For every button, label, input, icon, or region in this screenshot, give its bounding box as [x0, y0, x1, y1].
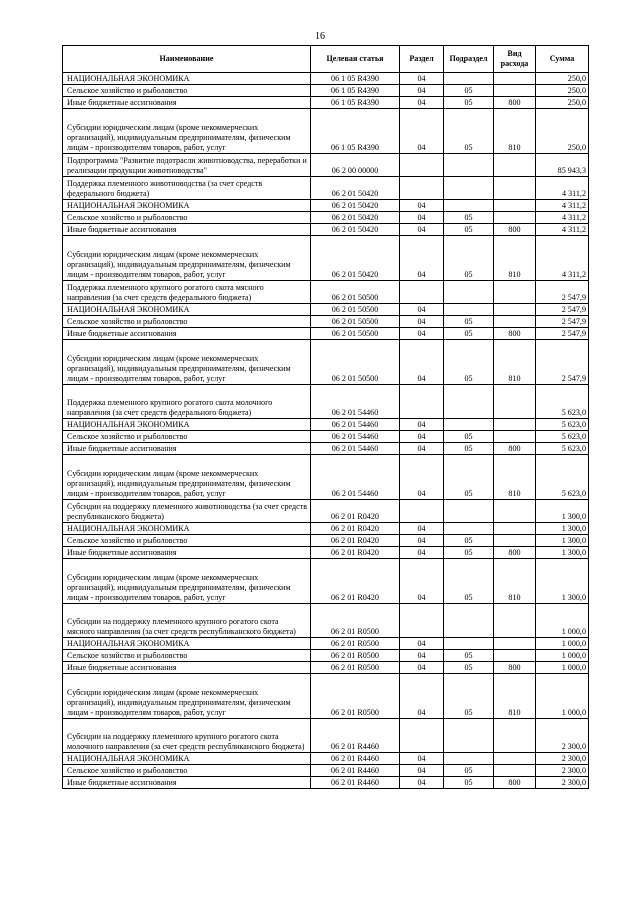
cell-section: 04 — [400, 523, 444, 535]
cell-sum: 1 000,0 — [536, 638, 589, 650]
cell-expense-type — [494, 281, 536, 304]
cell-section: 04 — [400, 662, 444, 674]
cell-target: 06 2 01 54460 — [311, 443, 400, 455]
cell-target: 06 2 01 50500 — [311, 328, 400, 340]
cell-target: 06 2 01 R0500 — [311, 650, 400, 662]
table-row — [63, 224, 589, 236]
cell-name: Иные бюджетные ассигнования — [63, 224, 311, 236]
cell-target: 06 2 01 R0420 — [311, 500, 400, 523]
cell-name: НАЦИОНАЛЬНАЯ ЭКОНОМИКА — [63, 638, 311, 650]
cell-sum: 85 943,3 — [536, 154, 589, 177]
table-row — [63, 281, 589, 304]
cell-subsection: 05 — [444, 455, 494, 500]
table-row — [63, 85, 589, 97]
cell-target: 06 2 01 50420 — [311, 177, 400, 200]
cell-sum: 250,0 — [536, 97, 589, 109]
cell-section: 04 — [400, 97, 444, 109]
cell-section: 04 — [400, 650, 444, 662]
cell-expense-type — [494, 154, 536, 177]
cell-target: 06 2 01 R4460 — [311, 777, 400, 789]
cell-subsection — [444, 523, 494, 535]
table-row — [63, 547, 589, 559]
cell-section: 04 — [400, 765, 444, 777]
cell-subsection: 05 — [444, 777, 494, 789]
table-row — [63, 500, 589, 523]
cell-name: Субсидии юридическим лицам (кроме некоммерческих организаций), индивидуальным предпринимателям, физическим лицам - производителям товаров, работ, услуг — [63, 455, 311, 500]
cell-section: 04 — [400, 419, 444, 431]
cell-subsection — [444, 281, 494, 304]
cell-section — [400, 500, 444, 523]
cell-section — [400, 281, 444, 304]
cell-expense-type — [494, 500, 536, 523]
cell-sum: 1 000,0 — [536, 674, 589, 719]
cell-sum: 250,0 — [536, 85, 589, 97]
cell-target: 06 1 05 R4390 — [311, 109, 400, 154]
table-row — [63, 559, 589, 604]
cell-expense-type — [494, 200, 536, 212]
cell-sum: 250,0 — [536, 73, 589, 85]
table-row — [63, 443, 589, 455]
cell-target: 06 2 01 R4460 — [311, 765, 400, 777]
cell-expense-type — [494, 419, 536, 431]
cell-subsection — [444, 638, 494, 650]
cell-expense-type: 810 — [494, 340, 536, 385]
cell-subsection — [444, 304, 494, 316]
cell-section — [400, 719, 444, 753]
table-row — [63, 650, 589, 662]
cell-name: Субсидии на поддержку племенного животноводства (за счет средств республиканского бюджета) — [63, 500, 311, 523]
cell-expense-type — [494, 385, 536, 419]
cell-target: 06 2 01 R0500 — [311, 674, 400, 719]
header-subsection: Подраздел — [444, 46, 494, 73]
cell-target: 06 1 05 R4390 — [311, 73, 400, 85]
table-row — [63, 212, 589, 224]
cell-section — [400, 385, 444, 419]
header-section: Раздел — [400, 46, 444, 73]
cell-sum: 4 311,2 — [536, 212, 589, 224]
cell-section: 04 — [400, 559, 444, 604]
cell-sum: 2 547,9 — [536, 328, 589, 340]
header-sum: Сумма — [536, 46, 589, 73]
table-row — [63, 419, 589, 431]
cell-subsection: 05 — [444, 650, 494, 662]
cell-sum: 1 300,0 — [536, 500, 589, 523]
cell-sum: 1 300,0 — [536, 523, 589, 535]
table-row — [63, 753, 589, 765]
cell-name: Поддержка племенного крупного рогатого скота мясного направления (за счет средств федерального бюджета) — [63, 281, 311, 304]
cell-expense-type: 800 — [494, 328, 536, 340]
cell-expense-type: 800 — [494, 777, 536, 789]
cell-section: 04 — [400, 638, 444, 650]
cell-section: 04 — [400, 236, 444, 281]
cell-target: 06 1 05 R4390 — [311, 85, 400, 97]
cell-subsection: 05 — [444, 547, 494, 559]
cell-sum: 250,0 — [536, 109, 589, 154]
cell-expense-type — [494, 73, 536, 85]
cell-sum: 1 300,0 — [536, 559, 589, 604]
cell-expense-type: 800 — [494, 443, 536, 455]
table-row — [63, 109, 589, 154]
cell-name: Поддержка племенного крупного рогатого скота молочного направления (за счет средств федерального бюджета) — [63, 385, 311, 419]
cell-target: 06 2 01 54460 — [311, 431, 400, 443]
cell-name: Иные бюджетные ассигнования — [63, 328, 311, 340]
cell-subsection: 05 — [444, 109, 494, 154]
header-expense-type: Вид расхода — [494, 46, 536, 73]
cell-sum: 5 623,0 — [536, 419, 589, 431]
cell-subsection — [444, 753, 494, 765]
cell-section — [400, 177, 444, 200]
cell-target: 06 2 01 R4460 — [311, 753, 400, 765]
cell-name: Сельское хозяйство и рыболовство — [63, 535, 311, 547]
cell-expense-type: 800 — [494, 224, 536, 236]
cell-target: 06 2 01 R0500 — [311, 662, 400, 674]
cell-target: 06 2 01 50420 — [311, 212, 400, 224]
header-target: Целевая статья — [311, 46, 400, 73]
cell-expense-type: 800 — [494, 97, 536, 109]
cell-expense-type: 810 — [494, 236, 536, 281]
cell-sum: 2 547,9 — [536, 304, 589, 316]
table-row — [63, 604, 589, 638]
cell-target: 06 2 01 R4460 — [311, 719, 400, 753]
table-row — [63, 777, 589, 789]
cell-subsection: 05 — [444, 431, 494, 443]
table-header-row — [63, 46, 589, 73]
cell-subsection — [444, 200, 494, 212]
cell-target: 06 2 01 R0500 — [311, 604, 400, 638]
cell-subsection: 05 — [444, 559, 494, 604]
table-row — [63, 154, 589, 177]
table-row — [63, 523, 589, 535]
cell-name: Иные бюджетные ассигнования — [63, 662, 311, 674]
cell-name: Иные бюджетные ассигнования — [63, 547, 311, 559]
cell-sum: 4 311,2 — [536, 177, 589, 200]
cell-subsection: 05 — [444, 443, 494, 455]
cell-section — [400, 604, 444, 638]
cell-subsection: 05 — [444, 316, 494, 328]
cell-subsection: 05 — [444, 328, 494, 340]
table-body — [63, 73, 589, 789]
cell-subsection: 05 — [444, 224, 494, 236]
cell-section: 04 — [400, 547, 444, 559]
cell-target: 06 2 01 R0500 — [311, 638, 400, 650]
cell-name: Сельское хозяйство и рыболовство — [63, 431, 311, 443]
cell-expense-type: 810 — [494, 109, 536, 154]
cell-sum: 2 547,9 — [536, 316, 589, 328]
cell-name: Сельское хозяйство и рыболовство — [63, 316, 311, 328]
cell-expense-type: 800 — [494, 662, 536, 674]
cell-section: 04 — [400, 224, 444, 236]
cell-subsection — [444, 719, 494, 753]
cell-subsection: 05 — [444, 85, 494, 97]
cell-section: 04 — [400, 328, 444, 340]
cell-section: 04 — [400, 431, 444, 443]
cell-section: 04 — [400, 109, 444, 154]
cell-sum: 2 547,9 — [536, 281, 589, 304]
cell-target: 06 2 01 50500 — [311, 281, 400, 304]
cell-target: 06 2 01 R0420 — [311, 559, 400, 604]
cell-subsection — [444, 604, 494, 638]
cell-expense-type: 810 — [494, 559, 536, 604]
table-row — [63, 316, 589, 328]
table-row — [63, 535, 589, 547]
table-row — [63, 662, 589, 674]
table-row — [63, 719, 589, 753]
cell-sum: 1 300,0 — [536, 547, 589, 559]
cell-name: НАЦИОНАЛЬНАЯ ЭКОНОМИКА — [63, 753, 311, 765]
cell-name: Субсидии юридическим лицам (кроме некоммерческих организаций), индивидуальным предпринимателям, физическим лицам - производителям товаров, работ, услуг — [63, 236, 311, 281]
cell-expense-type: 810 — [494, 674, 536, 719]
table-row — [63, 385, 589, 419]
cell-subsection: 05 — [444, 97, 494, 109]
cell-target: 06 2 01 50420 — [311, 224, 400, 236]
cell-subsection — [444, 73, 494, 85]
cell-expense-type — [494, 535, 536, 547]
cell-target: 06 2 01 54460 — [311, 455, 400, 500]
table-row — [63, 340, 589, 385]
cell-sum: 4 311,2 — [536, 224, 589, 236]
cell-subsection: 05 — [444, 535, 494, 547]
cell-sum: 2 300,0 — [536, 777, 589, 789]
table-row — [63, 455, 589, 500]
cell-expense-type — [494, 765, 536, 777]
table-row — [63, 304, 589, 316]
cell-target: 06 2 01 R0420 — [311, 523, 400, 535]
cell-expense-type — [494, 523, 536, 535]
cell-name: Субсидии юридическим лицам (кроме некоммерческих организаций), индивидуальным предпринимателям, физическим лицам - производителям товаров, работ, услуг — [63, 109, 311, 154]
table-row — [63, 177, 589, 200]
cell-name: Сельское хозяйство и рыболовство — [63, 650, 311, 662]
cell-sum: 2 300,0 — [536, 765, 589, 777]
cell-target: 06 2 01 R0420 — [311, 535, 400, 547]
cell-name: Субсидии на поддержку племенного крупного рогатого скота мясного направления (за счет средств республиканского бюджета) — [63, 604, 311, 638]
cell-subsection: 05 — [444, 340, 494, 385]
cell-name: Иные бюджетные ассигнования — [63, 777, 311, 789]
cell-name: Сельское хозяйство и рыболовство — [63, 765, 311, 777]
cell-sum: 5 623,0 — [536, 431, 589, 443]
cell-section: 04 — [400, 455, 444, 500]
cell-name: Подпрограмма "Развитие подотрасли животноводства, переработки и реализации продукции животноводства" — [63, 154, 311, 177]
cell-expense-type — [494, 85, 536, 97]
cell-sum: 5 623,0 — [536, 455, 589, 500]
cell-expense-type — [494, 753, 536, 765]
cell-section: 04 — [400, 316, 444, 328]
cell-target: 06 2 00 00000 — [311, 154, 400, 177]
cell-target: 06 2 01 50500 — [311, 304, 400, 316]
cell-subsection — [444, 177, 494, 200]
cell-sum: 1 000,0 — [536, 650, 589, 662]
table-row — [63, 328, 589, 340]
page-number: 16 — [315, 31, 325, 42]
cell-section — [400, 154, 444, 177]
cell-sum: 2 547,9 — [536, 340, 589, 385]
cell-name: НАЦИОНАЛЬНАЯ ЭКОНОМИКА — [63, 523, 311, 535]
cell-expense-type: 810 — [494, 455, 536, 500]
cell-expense-type — [494, 304, 536, 316]
cell-name: НАЦИОНАЛЬНАЯ ЭКОНОМИКА — [63, 73, 311, 85]
cell-name: Сельское хозяйство и рыболовство — [63, 85, 311, 97]
table-row — [63, 236, 589, 281]
cell-subsection — [444, 500, 494, 523]
cell-target: 06 2 01 50420 — [311, 200, 400, 212]
cell-name: НАЦИОНАЛЬНАЯ ЭКОНОМИКА — [63, 200, 311, 212]
cell-target: 06 2 01 50420 — [311, 236, 400, 281]
cell-expense-type — [494, 638, 536, 650]
cell-expense-type — [494, 719, 536, 753]
cell-sum: 1 000,0 — [536, 604, 589, 638]
cell-section: 04 — [400, 304, 444, 316]
budget-table — [62, 45, 589, 789]
cell-section: 04 — [400, 212, 444, 224]
cell-sum: 4 311,2 — [536, 200, 589, 212]
cell-sum: 5 623,0 — [536, 385, 589, 419]
cell-subsection: 05 — [444, 765, 494, 777]
cell-subsection — [444, 385, 494, 419]
cell-target: 06 2 01 54460 — [311, 419, 400, 431]
cell-subsection: 05 — [444, 212, 494, 224]
cell-section: 04 — [400, 443, 444, 455]
cell-expense-type — [494, 431, 536, 443]
cell-name: Иные бюджетные ассигнования — [63, 443, 311, 455]
table-row — [63, 97, 589, 109]
cell-target: 06 2 01 50500 — [311, 316, 400, 328]
table-row — [63, 431, 589, 443]
cell-target: 06 1 05 R4390 — [311, 97, 400, 109]
cell-sum: 5 623,0 — [536, 443, 589, 455]
cell-section: 04 — [400, 200, 444, 212]
cell-section: 04 — [400, 73, 444, 85]
cell-expense-type: 800 — [494, 547, 536, 559]
cell-sum: 1 300,0 — [536, 535, 589, 547]
table-row — [63, 200, 589, 212]
header-name: Наименование — [63, 46, 311, 73]
cell-name: Субсидии юридическим лицам (кроме некоммерческих организаций), индивидуальным предпринимателям, физическим лицам - производителям товаров, работ, услуг — [63, 674, 311, 719]
table-row — [63, 638, 589, 650]
table-row — [63, 674, 589, 719]
cell-name: Поддержка племенного животноводства (за счет средств федерального бюджета) — [63, 177, 311, 200]
cell-section: 04 — [400, 535, 444, 547]
cell-section: 04 — [400, 753, 444, 765]
cell-target: 06 2 01 50500 — [311, 340, 400, 385]
cell-subsection: 05 — [444, 674, 494, 719]
cell-section: 04 — [400, 85, 444, 97]
table-row — [63, 73, 589, 85]
cell-expense-type — [494, 316, 536, 328]
cell-subsection: 05 — [444, 236, 494, 281]
cell-target: 06 2 01 54460 — [311, 385, 400, 419]
cell-sum: 4 311,2 — [536, 236, 589, 281]
cell-name: Иные бюджетные ассигнования — [63, 97, 311, 109]
cell-subsection — [444, 419, 494, 431]
cell-expense-type — [494, 212, 536, 224]
cell-expense-type — [494, 177, 536, 200]
cell-section: 04 — [400, 674, 444, 719]
cell-target: 06 2 01 R0420 — [311, 547, 400, 559]
cell-expense-type — [494, 604, 536, 638]
cell-name: Субсидии юридическим лицам (кроме некоммерческих организаций), индивидуальным предпринимателям, физическим лицам - производителям товаров, работ, услуг — [63, 559, 311, 604]
cell-name: Субсидии на поддержку племенного крупного рогатого скота молочного направления (за счет средств республиканского бюджета) — [63, 719, 311, 753]
cell-sum: 2 300,0 — [536, 753, 589, 765]
cell-section: 04 — [400, 340, 444, 385]
cell-sum: 1 000,0 — [536, 662, 589, 674]
cell-expense-type — [494, 650, 536, 662]
cell-sum: 2 300,0 — [536, 719, 589, 753]
cell-subsection — [444, 154, 494, 177]
cell-section: 04 — [400, 777, 444, 789]
cell-name: НАЦИОНАЛЬНАЯ ЭКОНОМИКА — [63, 304, 311, 316]
cell-subsection: 05 — [444, 662, 494, 674]
cell-name: Сельское хозяйство и рыболовство — [63, 212, 311, 224]
table-row — [63, 765, 589, 777]
cell-name: Субсидии юридическим лицам (кроме некоммерческих организаций), индивидуальным предпринимателям, физическим лицам - производителям товаров, работ, услуг — [63, 340, 311, 385]
cell-name: НАЦИОНАЛЬНАЯ ЭКОНОМИКА — [63, 419, 311, 431]
